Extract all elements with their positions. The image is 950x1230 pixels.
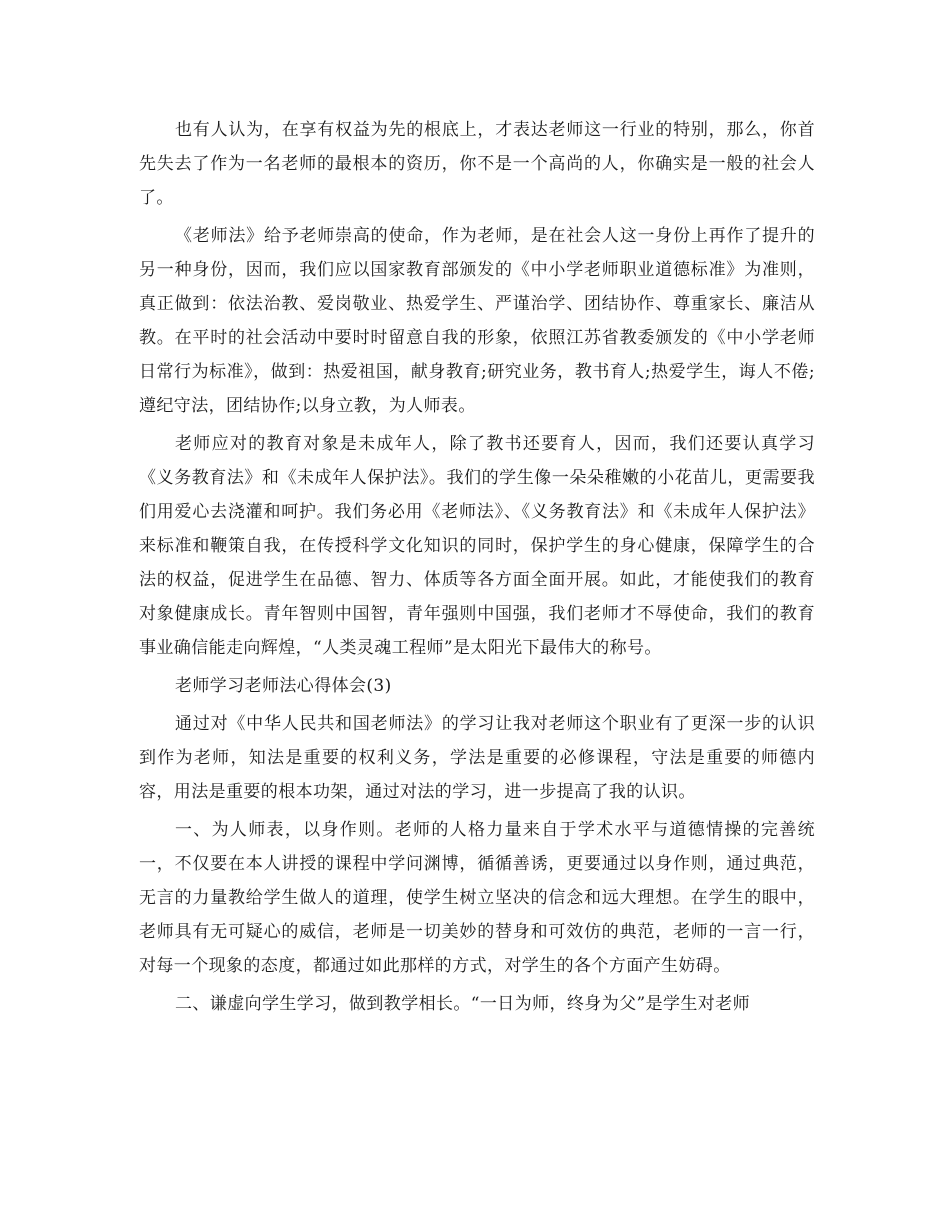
paragraph-1: 也有人认为，在享有权益为先的根底上，才表达老师这一行业的特别，那么，你首先失去了作为一名老师的最根本的资历，你不是一个高尚的人，你确实是一般的社会人了。 (139, 120, 815, 208)
paragraph-2: 《老师法》给予老师崇高的使命，作为老师，是在社会人这一身份上再作了提升的另一种身份，因而，我们应以国家教育部颁发的《中小学老师职业道德标准》为准则，真正做到：依法治教、爱岗敬业、热爱学生、严谨治学、团结协作、尊重家长、廉洁从教。在平时的社会活动中要时时留意自我的形象，依照江苏省教委颁发的《中小学老师日常行为标准》，做到：热爱祖国，献身教育;研究业务，教书育人;热爱学生，诲人不倦;遵纪守法，团结协作;以身立教，为人师表。 (139, 226, 815, 416)
section-title: 老师学习老师法心得体会(3) (175, 676, 392, 696)
document-body (139, 113, 815, 1025)
section-paragraph-1: 通过对《中华人民共和国老师法》的学习让我对老师这个职业有了更深一步的认识到作为老师，知法是重要的权利义务，学法是重要的必修课程，守法是重要的师德内容，用法是重要的根本功架，通过对法的学习，进一步提高了我的认识。 (139, 714, 815, 802)
section-paragraph-2: 一、为人师表，以身作则。老师的人格力量来自于学术水平与道德情操的完善统一，不仅要在本人讲授的课程中学问渊博，循循善诱，更要通过以身作则，通过典范，无言的力量教给学生做人的道理，使学生树立坚决的信念和远大理想。在学生的眼中，老师具有无可疑心的威信，老师是一切美妙的替身和可效仿的典范，老师的一言一行，对每一个现象的态度，都通过如此那样的方式，对学生的各个方面产生妨碍。 (139, 820, 815, 976)
section-paragraph-3: 二、谦虚向学生学习，做到教学相长。“一日为师，终身为父”是学生对老师 (175, 994, 750, 1014)
paragraph-3: 老师应对的教育对象是未成年人，除了教书还要育人，因而，我们还要认真学习《义务教育法》和《未成年人保护法》。我们的学生像一朵朵稚嫩的小花苗儿，更需要我们用爱心去浇灌和呵护。我们务必用《老师法》、《义务教育法》和《未成年人保护法》来标准和鞭策自我，在传授科学文化知识的同时，保护学生的身心健康，保障学生的合法的权益，促进学生在品德、智力、体质等各方面全面开展。如此，才能使我们的教育对象健康成长。青年智则中国智，青年强则中国强，我们老师才不辱使命，我们的教育事业确信能走向辉煌，“人类灵魂工程师”是太阳光下最伟大的称号。 (139, 434, 815, 658)
